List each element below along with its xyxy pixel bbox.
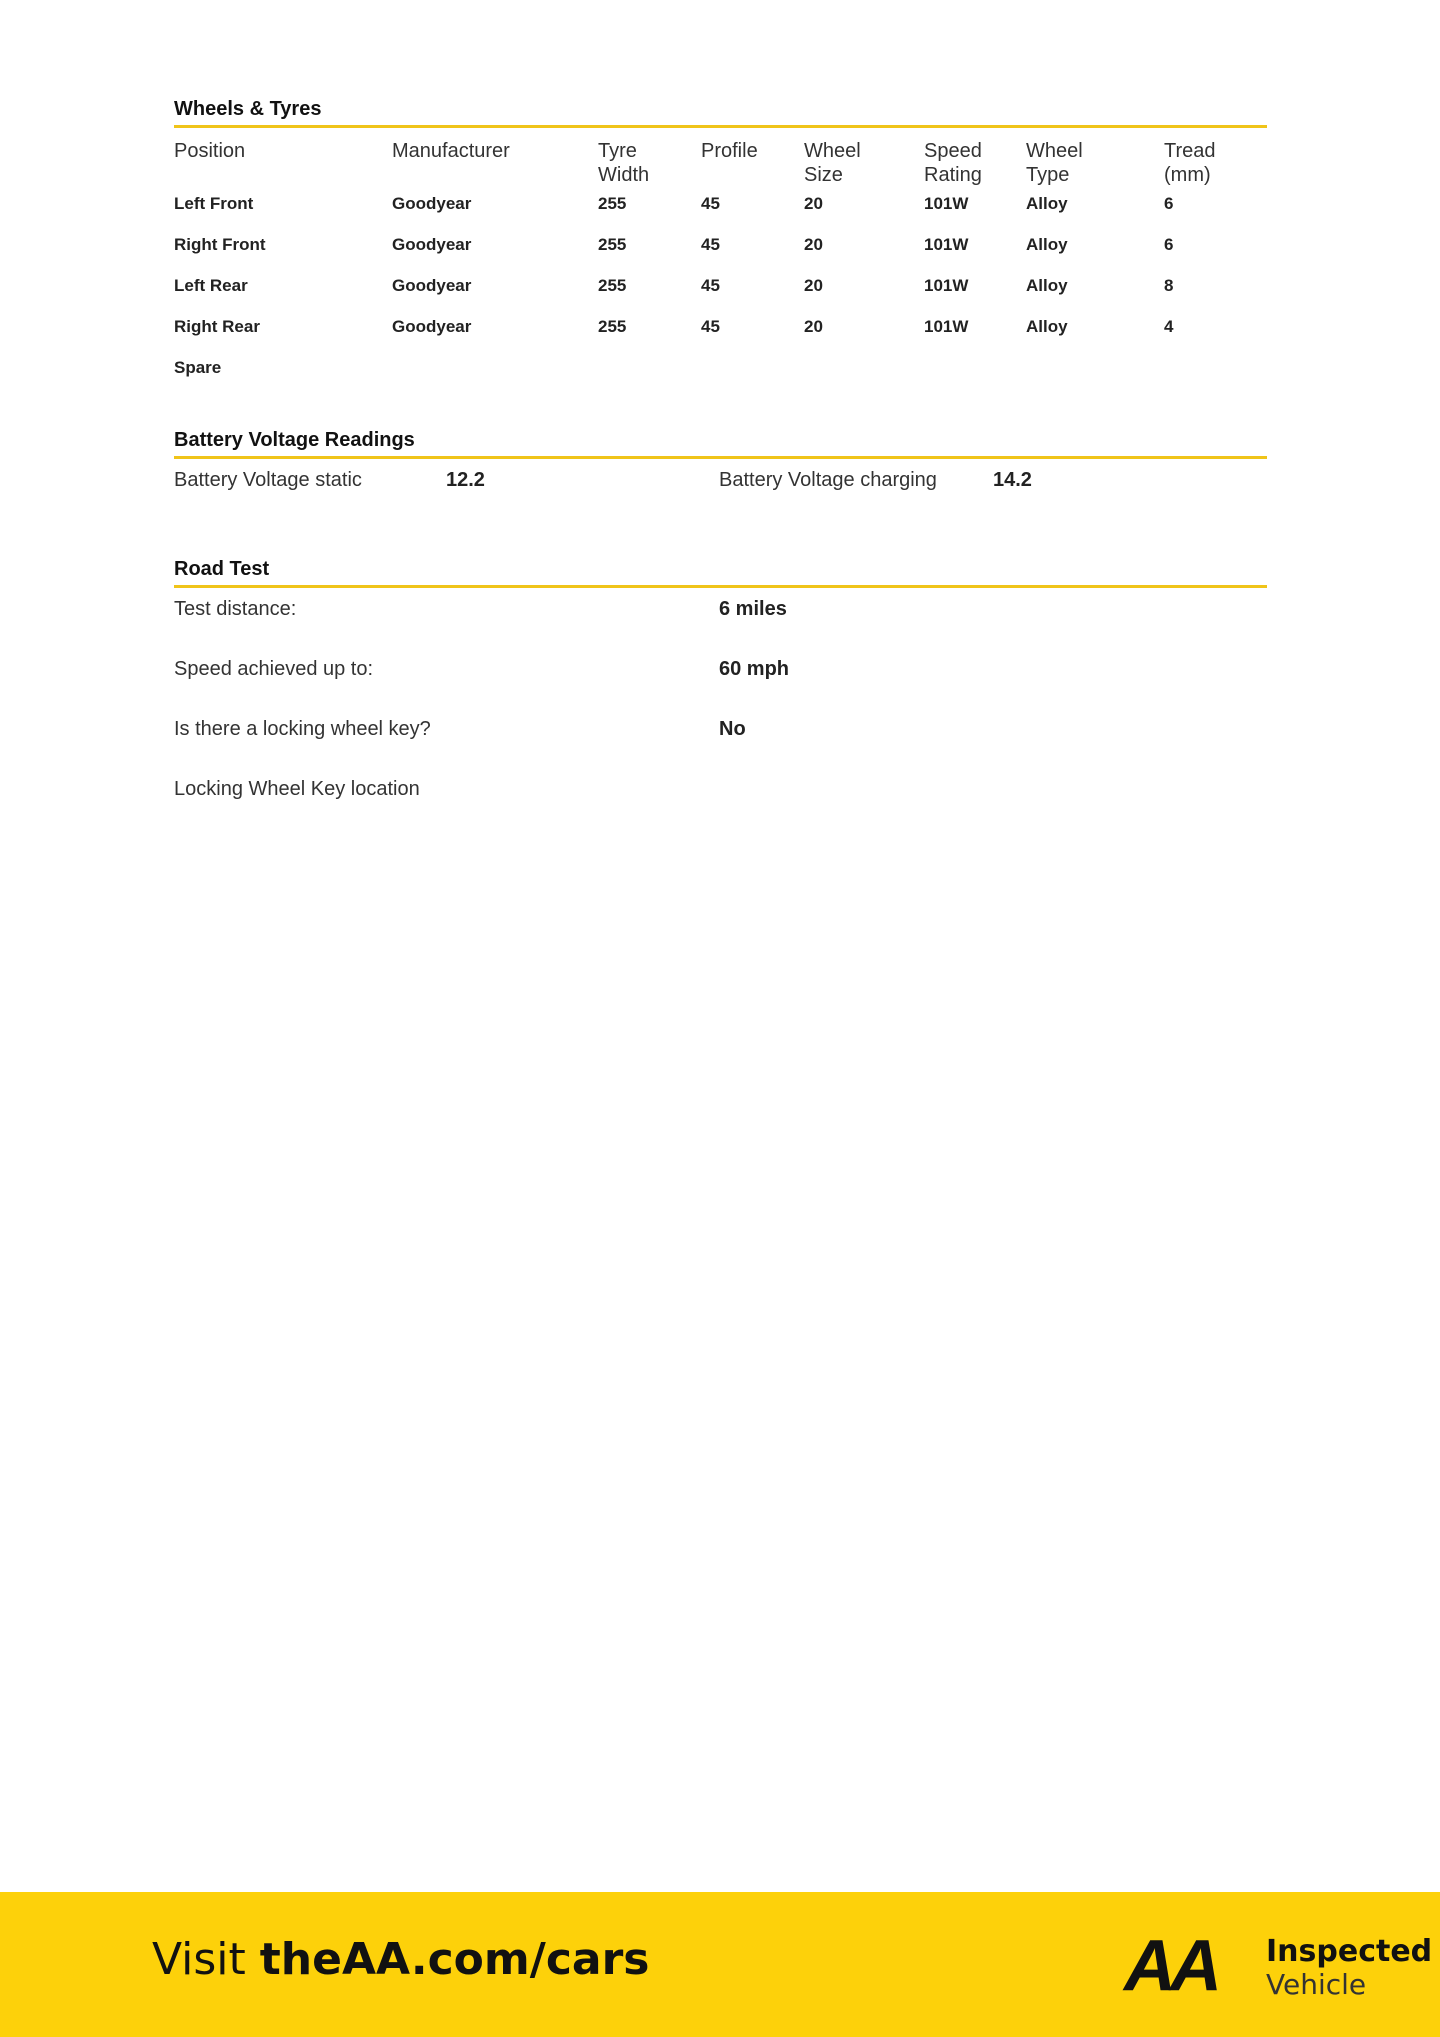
visit-prefix: Visit	[152, 1934, 260, 1985]
table-cell: 255	[598, 276, 627, 295]
column-header-line1: Tyre	[598, 140, 637, 162]
table-cell: 45	[701, 317, 720, 336]
column-header-line2: Size	[804, 164, 843, 186]
column-header	[701, 139, 758, 163]
road-test-label: Speed achieved up to:	[174, 658, 374, 680]
table-cell: 255	[598, 194, 627, 213]
column-header-line2: (mm)	[1164, 164, 1211, 186]
table-cell: 45	[701, 235, 720, 254]
footer-banner	[0, 1892, 1440, 2037]
table-cell: 4	[1164, 317, 1174, 336]
visit-text	[152, 1934, 649, 1985]
table-cell: Left Front	[174, 194, 254, 213]
wheels-section-title: Wheels & Tyres	[174, 98, 1267, 128]
column-header	[1164, 139, 1216, 187]
inspected-label: Inspected	[1266, 1934, 1433, 1969]
table-cell: 45	[701, 276, 720, 295]
aa-logo: AA	[1124, 1926, 1216, 2006]
column-header-line1: Speed	[924, 140, 982, 162]
table-cell: Goodyear	[392, 235, 472, 254]
table-cell: Alloy	[1026, 235, 1068, 254]
table-cell: 101W	[924, 194, 969, 213]
column-header	[174, 139, 245, 163]
table-cell: 101W	[924, 276, 969, 295]
table-cell: 20	[804, 194, 823, 213]
table-cell: Right Front	[174, 235, 266, 254]
table-cell: Alloy	[1026, 194, 1068, 213]
road-test-value: No	[719, 718, 746, 740]
column-header-line2: Rating	[924, 164, 982, 186]
column-header-line1: Position	[174, 140, 246, 162]
column-header	[924, 139, 982, 187]
road-test-section-title: Road Test	[174, 558, 1267, 588]
table-cell: 20	[804, 317, 823, 336]
battery-charging-value: 14.2	[993, 469, 1032, 491]
column-header-line1: Profile	[701, 140, 758, 162]
table-cell: Alloy	[1026, 317, 1068, 336]
battery-static-label: Battery Voltage static	[174, 469, 362, 491]
table-cell: 6	[1164, 194, 1174, 213]
table-cell: Left Rear	[174, 276, 248, 295]
column-header-line1: Manufacturer	[392, 140, 510, 162]
table-cell: 255	[598, 235, 627, 254]
battery-charging-label: Battery Voltage charging	[719, 469, 937, 491]
road-test-value: 6 miles	[719, 598, 787, 620]
column-header-line2: Type	[1026, 164, 1070, 186]
table-cell: 8	[1164, 276, 1174, 295]
table-cell: 6	[1164, 235, 1174, 254]
road-test-value: 60 mph	[719, 658, 790, 680]
road-test-label: Is there a locking wheel key?	[174, 718, 431, 740]
column-header-line1: Wheel	[1026, 140, 1083, 162]
table-cell: 20	[804, 276, 823, 295]
column-header	[392, 139, 510, 163]
column-header-line1: Wheel	[804, 140, 861, 162]
table-cell: Right Rear	[174, 317, 260, 336]
table-cell: 20	[804, 235, 823, 254]
table-cell: Goodyear	[392, 317, 472, 336]
table-cell: Alloy	[1026, 276, 1068, 295]
table-cell: 101W	[924, 317, 969, 336]
column-header	[598, 139, 649, 187]
column-header-line1: Tread	[1164, 140, 1216, 162]
table-cell: 45	[701, 194, 720, 213]
road-test-label: Locking Wheel Key location	[174, 778, 420, 800]
vehicle-label: Vehicle	[1266, 1968, 1367, 2001]
visit-url-link[interactable]: theAA.com/cars	[259, 1934, 650, 1985]
column-header	[1026, 139, 1083, 187]
table-cell: 255	[598, 317, 627, 336]
table-cell: Goodyear	[392, 276, 472, 295]
road-test-label: Test distance:	[174, 598, 297, 620]
column-header-line2: Width	[598, 164, 650, 186]
battery-section-title: Battery Voltage Readings	[174, 429, 1267, 459]
table-cell: Spare	[174, 358, 222, 377]
battery-static-value: 12.2	[446, 469, 485, 491]
table-cell: 101W	[924, 235, 969, 254]
table-cell: Goodyear	[392, 194, 472, 213]
column-header	[804, 139, 861, 187]
